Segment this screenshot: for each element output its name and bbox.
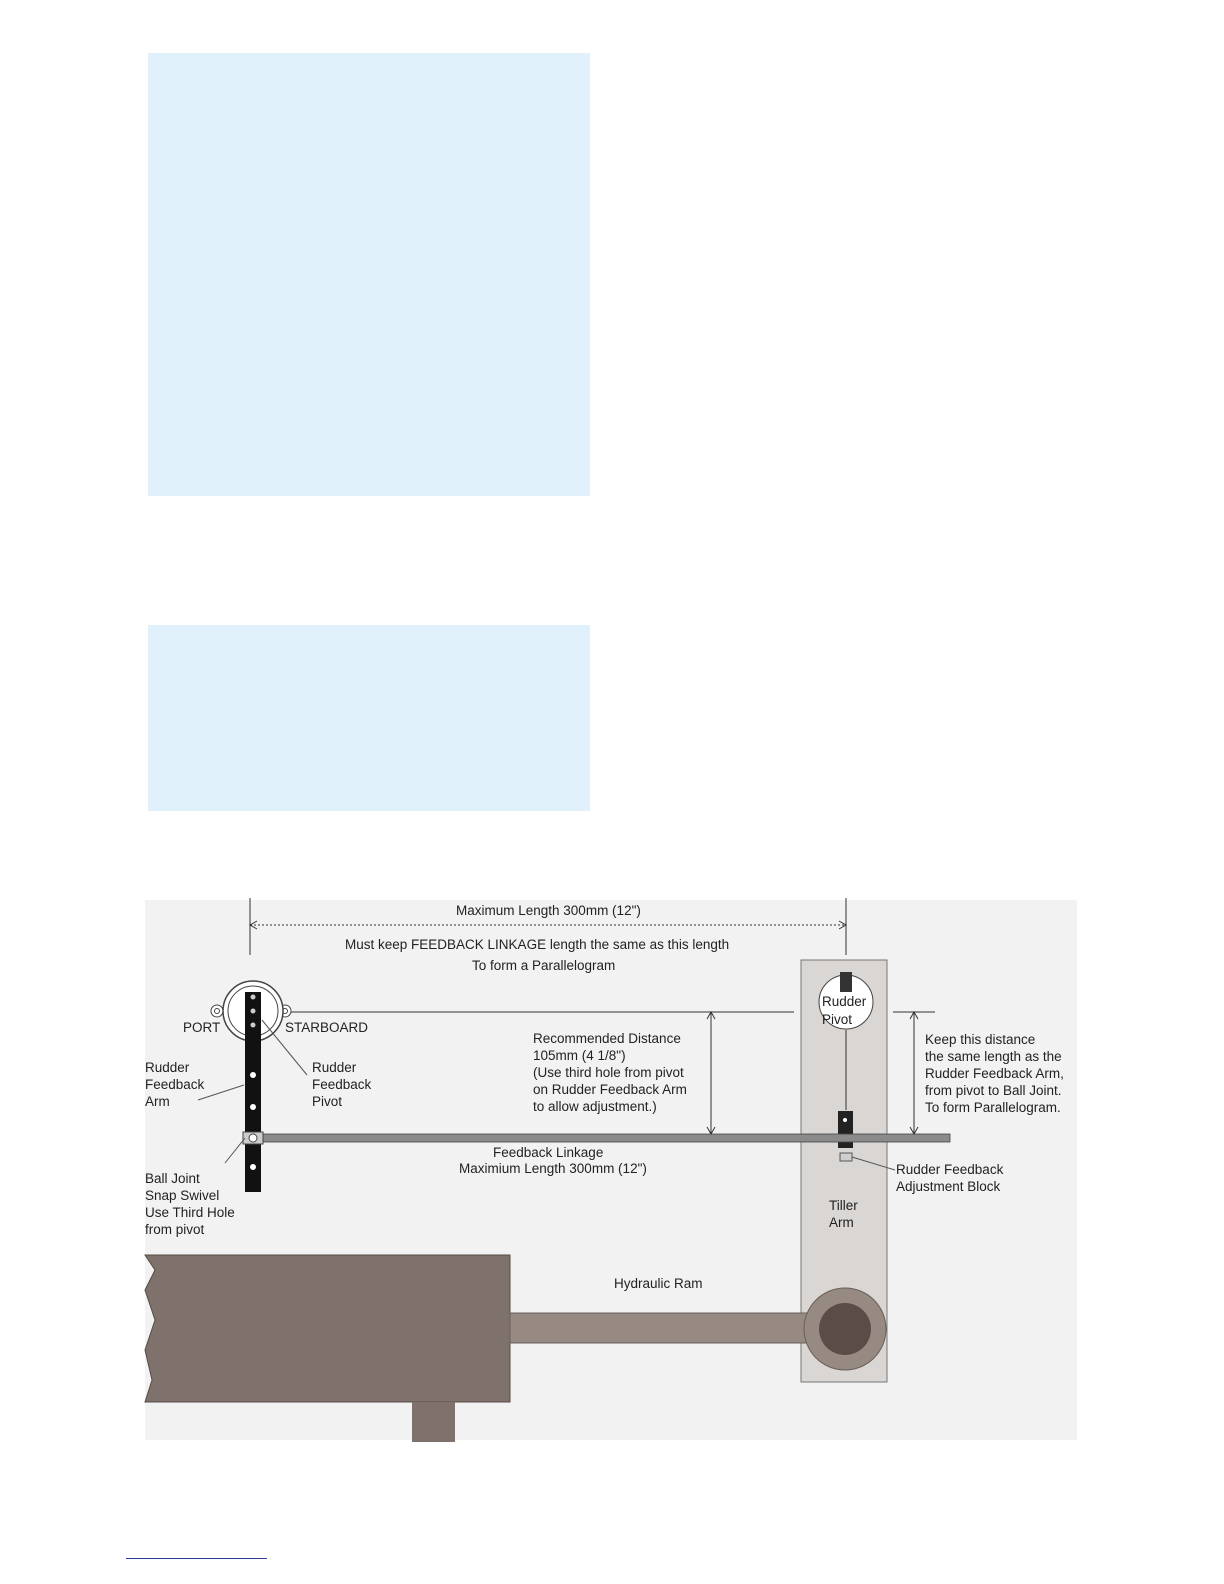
middle-shaded-panel	[148, 625, 590, 811]
linkage-label-1: Feedback Linkage	[493, 1145, 604, 1160]
recommended-line-5: to allow adjustment.)	[533, 1099, 657, 1114]
feedback-linkage	[243, 1132, 950, 1144]
rudder-pivot-label-1: Rudder	[822, 994, 867, 1009]
rudder-feedback-arm	[245, 992, 261, 1192]
footnote-rule	[126, 1558, 267, 1559]
recommended-line-4: on Rudder Feedback Arm	[533, 1082, 687, 1097]
recommended-line-3: (Use third hole from pivot	[533, 1065, 684, 1080]
keep-distance-line-5: To form Parallelogram.	[925, 1100, 1061, 1115]
ball-joint-label-3: Use Third Hole	[145, 1205, 235, 1220]
ball-joint-label-2: Snap Swivel	[145, 1188, 220, 1203]
tiller-label-1: Tiller	[829, 1198, 858, 1213]
keep-distance-line-3: Rudder Feedback Arm,	[925, 1066, 1064, 1081]
tiller-label-2: Arm	[829, 1215, 854, 1230]
starboard-label: STARBOARD	[285, 1020, 369, 1035]
keep-distance-line-1: Keep this distance	[925, 1032, 1036, 1047]
top-shaded-panel	[148, 53, 590, 496]
parallelogram-label: To form a Parallelogram	[472, 958, 616, 973]
rudder-pivot-label-2: Pivot	[822, 1012, 853, 1027]
ball-joint-label-1: Ball Joint	[145, 1171, 200, 1186]
port-label: PORT	[183, 1020, 221, 1035]
hydraulic-ram-label: Hydraulic Ram	[614, 1276, 703, 1291]
max-length-top-label: Maximum Length 300mm (12")	[456, 903, 641, 918]
arm-label-2: Feedback	[145, 1077, 205, 1092]
feedback-pivot-label-2: Feedback	[312, 1077, 372, 1092]
ball-joint-label-4: from pivot	[145, 1222, 205, 1237]
feedback-pivot-label-3: Pivot	[312, 1094, 343, 1109]
arm-label-3: Arm	[145, 1094, 170, 1109]
adjustment-block-label-2: Adjustment Block	[896, 1179, 1001, 1194]
adjustment-block-label-1: Rudder Feedback	[896, 1162, 1004, 1177]
linkage-label-2: Maximium Length 300mm (12")	[459, 1161, 647, 1176]
must-keep-label: Must keep FEEDBACK LINKAGE length the same as this length	[345, 937, 730, 952]
arm-label-1: Rudder	[145, 1060, 190, 1075]
recommended-line-2: 105mm (4 1/8")	[533, 1048, 626, 1063]
feedback-pivot-label-1: Rudder	[312, 1060, 357, 1075]
keep-distance-line-4: from pivot to Ball Joint.	[925, 1083, 1062, 1098]
rudder-feedback-diagram	[0, 880, 1224, 1460]
keep-distance-line-2: the same length as the	[925, 1049, 1062, 1064]
recommended-line-1: Recommended Distance	[533, 1031, 681, 1046]
